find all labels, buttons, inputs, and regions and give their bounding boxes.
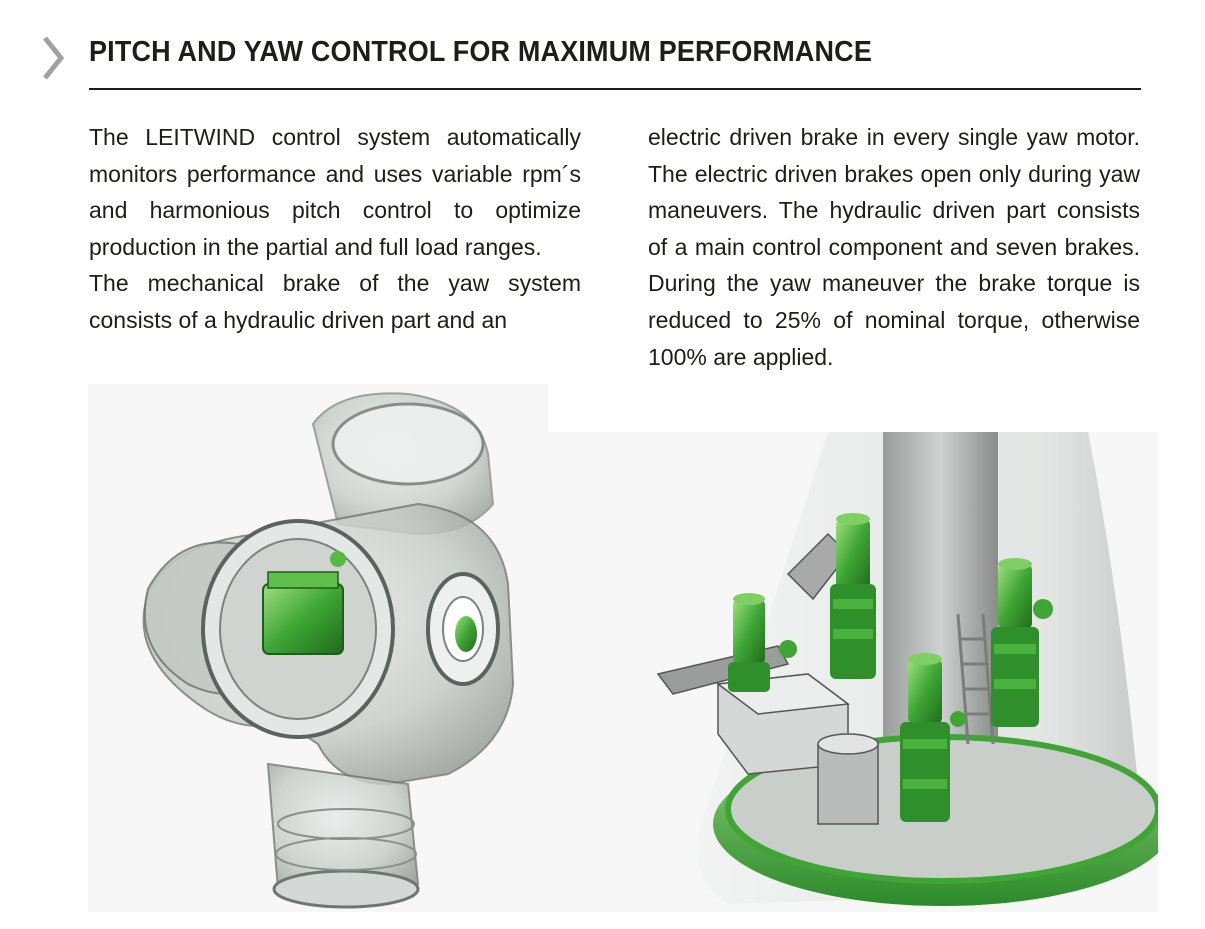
turbine-illustration bbox=[88, 384, 1158, 912]
yaw-motor bbox=[830, 513, 876, 679]
title-divider bbox=[89, 88, 1141, 90]
paragraph-control-system: The LEITWIND control system automatically monitors performance and uses variable rpm´s and harmonious pitch control to optimize production in the partial and full load ranges. bbox=[89, 124, 581, 260]
text-column-right bbox=[648, 119, 1140, 375]
yaw-motor bbox=[991, 558, 1039, 727]
paragraph-mechanical-brake: The mechanical brake of the yaw system consists of a hydraulic driven part and an bbox=[89, 270, 581, 333]
page-title: PITCH AND YAW CONTROL FOR MAXIMUM PERFORMANCE bbox=[89, 36, 873, 68]
paragraph-yaw-brakes: electric driven brake in every single yaw motor. The electric driven brakes open only during yaw maneuvers. The hydraulic driven part consists of a main control component and seven brakes. During the yaw maneuver the brake torque is reduced to 25% of nominal torque, otherwise 100% are applied. bbox=[648, 124, 1140, 370]
chevron-right-icon bbox=[40, 34, 66, 82]
text-column-left bbox=[89, 119, 581, 339]
yaw-motor bbox=[728, 593, 770, 692]
